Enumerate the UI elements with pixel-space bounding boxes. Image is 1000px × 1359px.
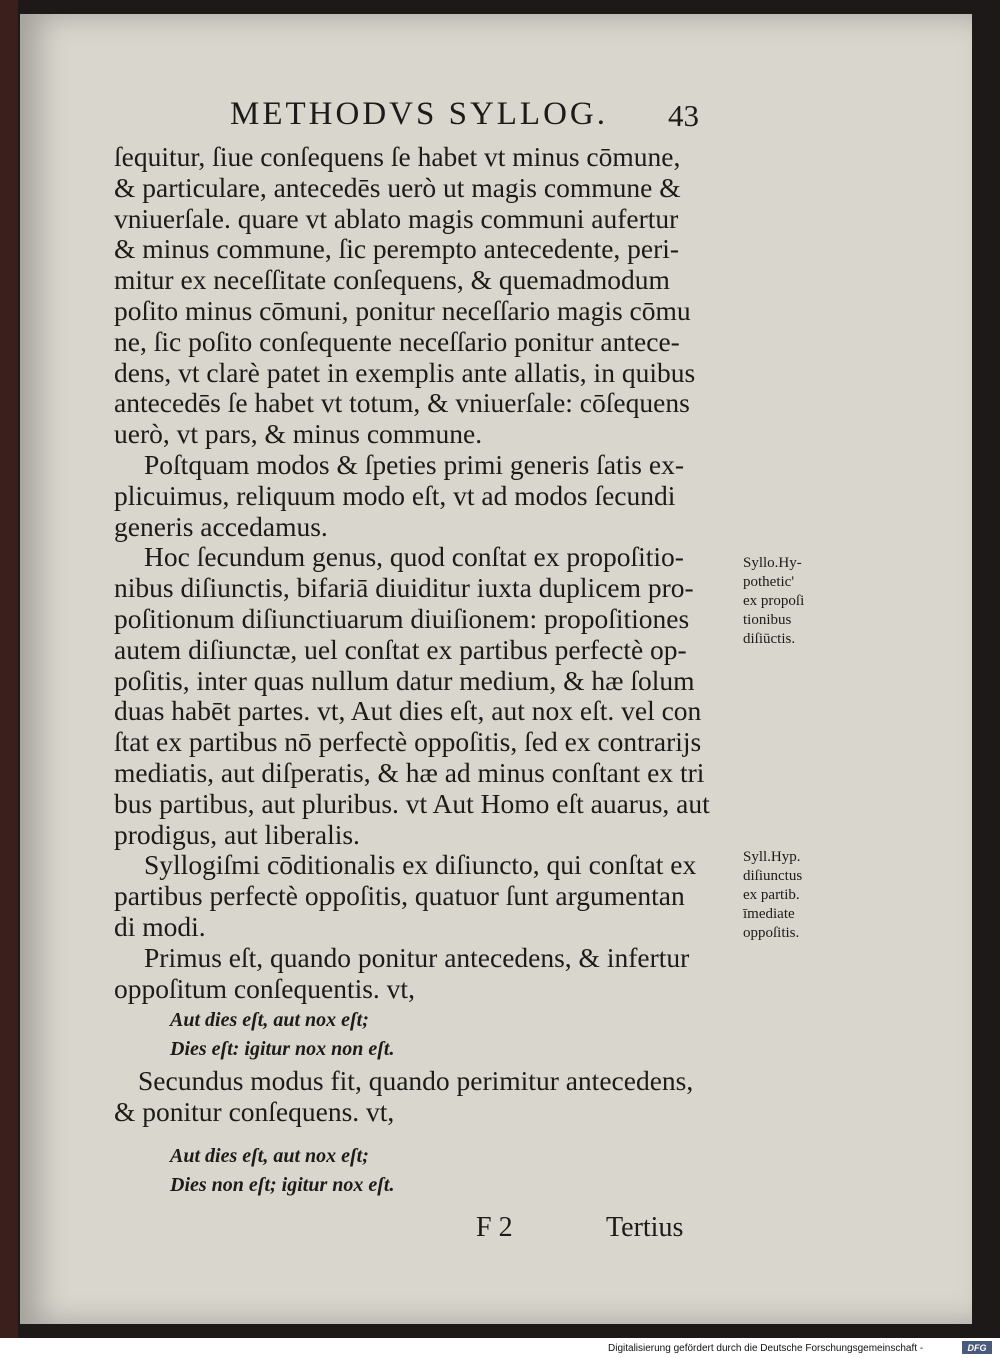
example-syllogism-2 <box>170 1142 394 1200</box>
paragraph-1 <box>114 142 738 450</box>
text-line: Syllogiſmi cōditionalis ex diſiuncto, qui conſtat ex <box>144 849 697 881</box>
binding-edge <box>0 0 18 1338</box>
text-line: & minus commune, ſic perempto antecedente, peri- <box>114 233 680 265</box>
margin-line: īmediate <box>743 906 795 922</box>
signature-mark: F 2 <box>476 1212 513 1243</box>
text-line: bus partibus, aut pluribus. vt Aut Homo eſt auarus, aut <box>114 787 710 819</box>
margin-line: tionibus <box>743 612 792 628</box>
book-page <box>20 14 972 1324</box>
text-line: poſito minus cōmuni, ponitur neceſſario magis cōmu <box>114 294 691 326</box>
text-line: uerò, vt pars, & minus commune. <box>114 418 483 450</box>
example-line: Aut dies eſt, aut nox eſt; <box>170 1009 369 1031</box>
text-line: Poſtquam modos & ſpeties primi generis ſatis ex- <box>144 448 684 480</box>
text-line: generis accedamus. <box>114 510 328 542</box>
text-line: antecedēs ſe habet vt totum, & vniuerſale: cōſequens <box>114 387 690 419</box>
running-title: METHODVS SYLLOG. <box>230 96 608 132</box>
text-line: partibus perfectè oppoſitis, quatuor ſunt argumentan <box>114 880 685 912</box>
margin-note-2 <box>743 848 802 943</box>
text-line: nibus diſiunctis, bifariā diuiditur iuxta duplicem pro- <box>114 572 694 604</box>
text-line: di modi. <box>114 910 206 942</box>
text-line: autem diſiunctæ, uel conſtat ex partibus perfectè op- <box>114 633 687 665</box>
margin-line: ex propoſi <box>743 593 805 609</box>
paragraph-2 <box>114 450 738 542</box>
text-line: poſitis, inter quas nullum datur medium, & hæ ſolum <box>114 664 695 696</box>
text-line: duas habēt partes. vt, Aut dies eſt, aut nox eſt. vel con <box>114 695 702 727</box>
page-number: 43 <box>668 98 699 133</box>
margin-line: ex partib. <box>743 887 800 903</box>
text-line: Primus eſt, quando ponitur antecedens, & infertur <box>144 941 690 973</box>
paragraph-4 <box>114 850 738 942</box>
text-line: oppoſitum conſequentis. vt, <box>114 972 415 1004</box>
text-line: Hoc ſecundum genus, quod conſtat ex propoſitio- <box>144 541 684 573</box>
catchword: Tertius <box>606 1212 684 1243</box>
text-line: dens, vt clarè patet in exemplis ante allatis, in quibus <box>114 356 696 388</box>
text-line: vniuerſale. quare vt ablato magis communi aufertur <box>114 202 679 234</box>
text-line: ne, ſic poſito conſequente neceſſario ponitur antece- <box>114 325 680 357</box>
margin-line: pothetic' <box>743 574 795 590</box>
text-line: mediatis, aut diſperatis, & hæ ad minus conſtant ex tri <box>114 756 705 788</box>
example-line: Dies eſt: igitur nox non eſt. <box>170 1038 395 1060</box>
margin-line: oppoſitis. <box>743 925 800 941</box>
text-line: plicuimus, reliquum modo eſt, vt ad modos ſecundi <box>114 479 676 511</box>
text-line: & particulare, antecedēs uerò ut magis commune & <box>114 171 681 203</box>
paragraph-6 <box>114 1066 738 1128</box>
main-text <box>114 142 738 1004</box>
text-line: ſequitur, ſiue conſequens ſe habet vt minus cōmune, <box>114 141 681 172</box>
text-line: & ponitur conſequens. vt, <box>114 1095 395 1127</box>
margin-line: diſiūctis. <box>743 631 796 647</box>
example-syllogism-1 <box>170 1006 394 1064</box>
example-line: Dies non eſt; igitur nox eſt. <box>170 1174 395 1196</box>
margin-line: Syllo.Hy- <box>743 555 802 571</box>
text-line: poſitionum diſiunctiuarum diuiſionem: propoſitiones <box>114 602 690 634</box>
paragraph-5 <box>114 943 738 1005</box>
margin-line: Syll.Hyp. <box>743 849 801 865</box>
paragraph-3 <box>114 542 738 850</box>
text-line: mitur ex neceſſitate conſequens, & quemadmodum <box>114 264 670 296</box>
margin-note-1 <box>743 554 804 649</box>
funding-credit: Digitalisierung gefördert durch die Deutsche Forschungsgemeinschaft - <box>608 1343 924 1354</box>
text-line: ſtat ex partibus nō perfectè oppoſitis, ſed ex contrarijs <box>114 726 702 758</box>
example-line: Aut dies eſt, aut nox eſt; <box>170 1145 369 1167</box>
margin-line: diſiunctus <box>743 868 803 884</box>
dfg-logo: DFG <box>962 1341 992 1354</box>
text-line: Secundus modus fit, quando perimitur antecedens, <box>138 1065 694 1096</box>
text-line: prodigus, aut liberalis. <box>114 818 360 850</box>
